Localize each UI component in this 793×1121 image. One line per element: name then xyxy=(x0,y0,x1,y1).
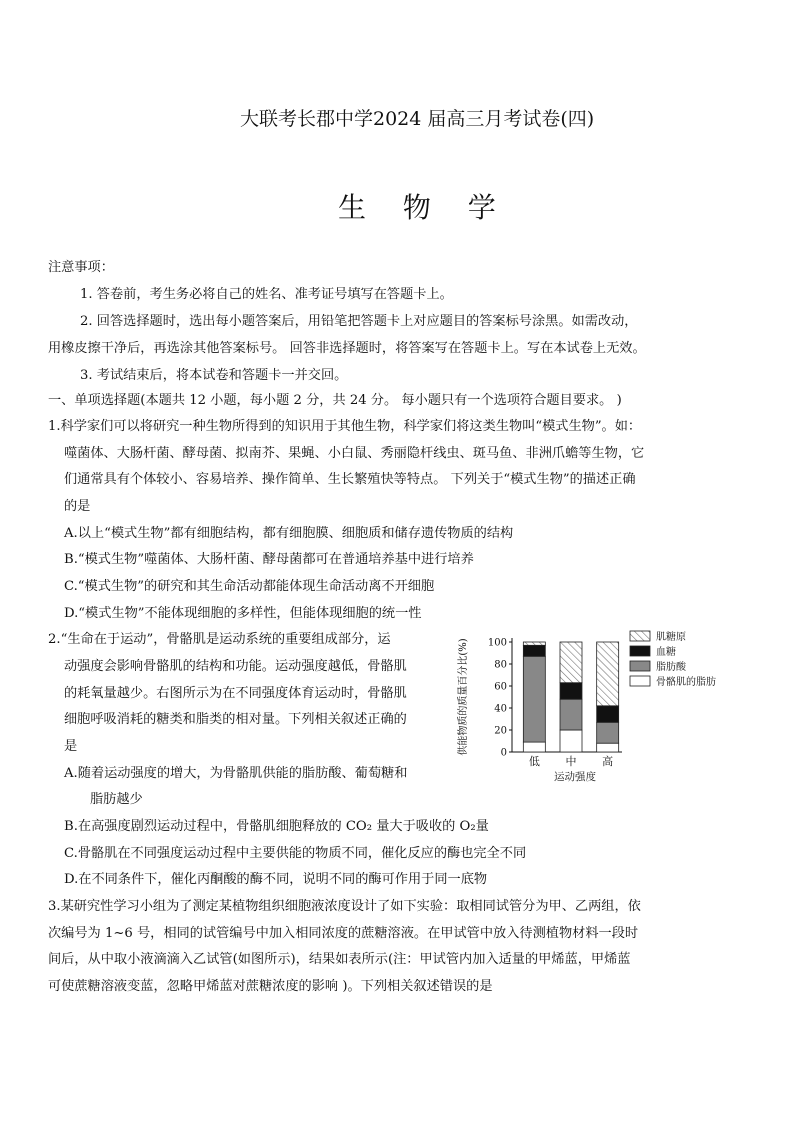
y-tick-label: 60 xyxy=(494,681,507,693)
bar-segment xyxy=(597,722,619,743)
x-tick-label: 低 xyxy=(528,755,540,768)
question-2-option-d: D.在不同条件下，催化丙酮酸的酶不同，说明不同的酶可作用于同一底物 xyxy=(64,872,488,887)
question-3-stem: 间后，从中取小液滴滴入乙试管(如图所示)，结果如表所示(注：甲试管内加入适量的甲烯蓝，甲烯蓝 xyxy=(48,952,631,967)
question-2-stem: 动强度会影响骨骼肌的结构和功能。运动强度越低，骨骼肌 xyxy=(64,659,407,674)
question-1-stem: 噬菌体、大肠杆菌、酵母菌、拟南芥、果蝇、小白鼠、秀丽隐杆线虫、斑马鱼、非洲爪蟾等生物，它 xyxy=(64,446,645,461)
y-tick-label: 40 xyxy=(494,703,507,715)
section-heading: 一、单项选择题(本题共 12 小题，每小题 2 分，共 24 分。 每小题只有一个选项符合题目要求。 ) xyxy=(48,393,622,408)
y-tick-label: 100 xyxy=(487,637,507,649)
question-2-stem: 是 xyxy=(64,739,78,754)
notice-item: 3. 考试结束后，将本试卷和答题卡一并交回。 xyxy=(80,368,348,383)
y-tick-label: 0 xyxy=(500,747,507,759)
question-2-stem: 细胞呼吸消耗的糖类和脂类的相对量。下列相关叙述正确的 xyxy=(64,712,407,727)
legend-swatch xyxy=(630,661,650,671)
question-2-option-a: A.随着运动强度的增大，为骨骼肌供能的脂肪酸、葡萄糖和 xyxy=(64,766,408,781)
bar-segment xyxy=(597,706,619,723)
bar-segment xyxy=(523,742,545,752)
bar-segment xyxy=(560,699,582,730)
notice-item: 1. 答卷前，考生务必将自己的姓名、准考证号填写在答题卡上。 xyxy=(80,287,453,302)
bar-segment xyxy=(560,730,582,752)
notice-heading: 注意事项： xyxy=(48,260,114,275)
legend-swatch xyxy=(630,646,650,656)
legend-label: 骨骼肌的脂肪 xyxy=(656,677,716,688)
bar-segment xyxy=(597,642,619,706)
legend-label: 血糖 xyxy=(656,647,676,658)
legend-label: 脂肪酸 xyxy=(656,662,686,673)
question-2-option-b: B.在高强度剧烈运动过程中，骨骼肌细胞释放的 CO₂ 量大于吸收的 O₂量 xyxy=(64,819,489,834)
question-2-option-c: C.骨骼肌在不同强度运动过程中主要供能的物质不同，催化反应的酶也完全不同 xyxy=(64,846,527,861)
notice-item: 用橡皮擦干净后，再选涂其他答案标号。 回答非选择题时，将答案写在答题卡上。写在本试卷上无效。 xyxy=(48,341,646,356)
energy-source-stacked-bar-chart xyxy=(452,626,748,788)
legend-swatch xyxy=(630,676,650,686)
bar-segment xyxy=(523,645,545,656)
notice-item: 2. 回答选择题时，选出每小题答案后，用铅笔把答题卡上对应题目的答案标号涂黑。如需改动， xyxy=(80,314,638,329)
exam-title: 大联考长郡中学2024 届高三月考试卷(四) xyxy=(240,108,595,130)
y-axis-label: 供能物质的质量百分比(%) xyxy=(458,638,469,756)
y-tick-label: 20 xyxy=(494,725,507,737)
bar-segment xyxy=(523,656,545,742)
bar-segment xyxy=(523,642,545,645)
question-1-stem: 的是 xyxy=(64,499,91,514)
y-tick-label: 80 xyxy=(494,659,507,671)
question-3-stem: 次编号为 1~6 号，相同的试管编号中加入相同浓度的蔗糖溶液。在甲试管中放入待测植物材料一段时 xyxy=(48,926,639,941)
bar-segment xyxy=(560,642,582,683)
subject-title: 生 物 学 xyxy=(338,191,510,224)
question-1-option-d: D.“模式生物”不能体现细胞的多样性，但能体现细胞的统一性 xyxy=(64,606,422,621)
x-tick-label: 高 xyxy=(602,755,614,768)
x-tick-label: 中 xyxy=(565,755,577,768)
question-1-stem: 们通常具有个体较小、容易培养、操作简单、生长繁殖快等特点。 下列关于“模式生物”的描述正确 xyxy=(64,472,636,487)
question-2-stem: 2.“生命在于运动”，骨骼肌是运动系统的重要组成部分，运 xyxy=(48,632,391,647)
question-1-option-c: C.“模式生物”的研究和其生命活动都能体现生命活动离不开细胞 xyxy=(64,579,435,594)
question-2-stem: 的耗氧量越少。右图所示为在不同强度体育运动时，骨骼肌 xyxy=(64,686,407,701)
question-1-option-b: B.“模式生物”噬菌体、大肠杆菌、酵母菌都可在普通培养基中进行培养 xyxy=(64,552,474,567)
legend-label: 肌糖原 xyxy=(656,632,686,643)
legend-swatch xyxy=(630,631,650,641)
question-1-option-a: A.以上“模式生物”都有细胞结构，都有细胞膜、细胞质和储存遗传物质的结构 xyxy=(64,526,514,541)
question-3-stem: 3.某研究性学习小组为了测定某植物组织细胞液浓度设计了如下实验：取相同试管分为甲、乙两组，依 xyxy=(48,899,641,914)
question-1-stem: 1.科学家们可以将研究一种生物所得到的知识用于其他生物，科学家们将这类生物叫“模式生物”。如： xyxy=(48,419,642,434)
question-3-stem: 可使蔗糖溶液变蓝，忽略甲烯蓝对蔗糖浓度的影响 )。下列相关叙述错误的是 xyxy=(48,979,493,994)
question-2-option-a-cont: 脂肪越少 xyxy=(90,792,143,807)
bar-segment xyxy=(560,683,582,700)
bar-segment xyxy=(597,743,619,752)
x-axis-label: 运动强度 xyxy=(554,771,596,783)
